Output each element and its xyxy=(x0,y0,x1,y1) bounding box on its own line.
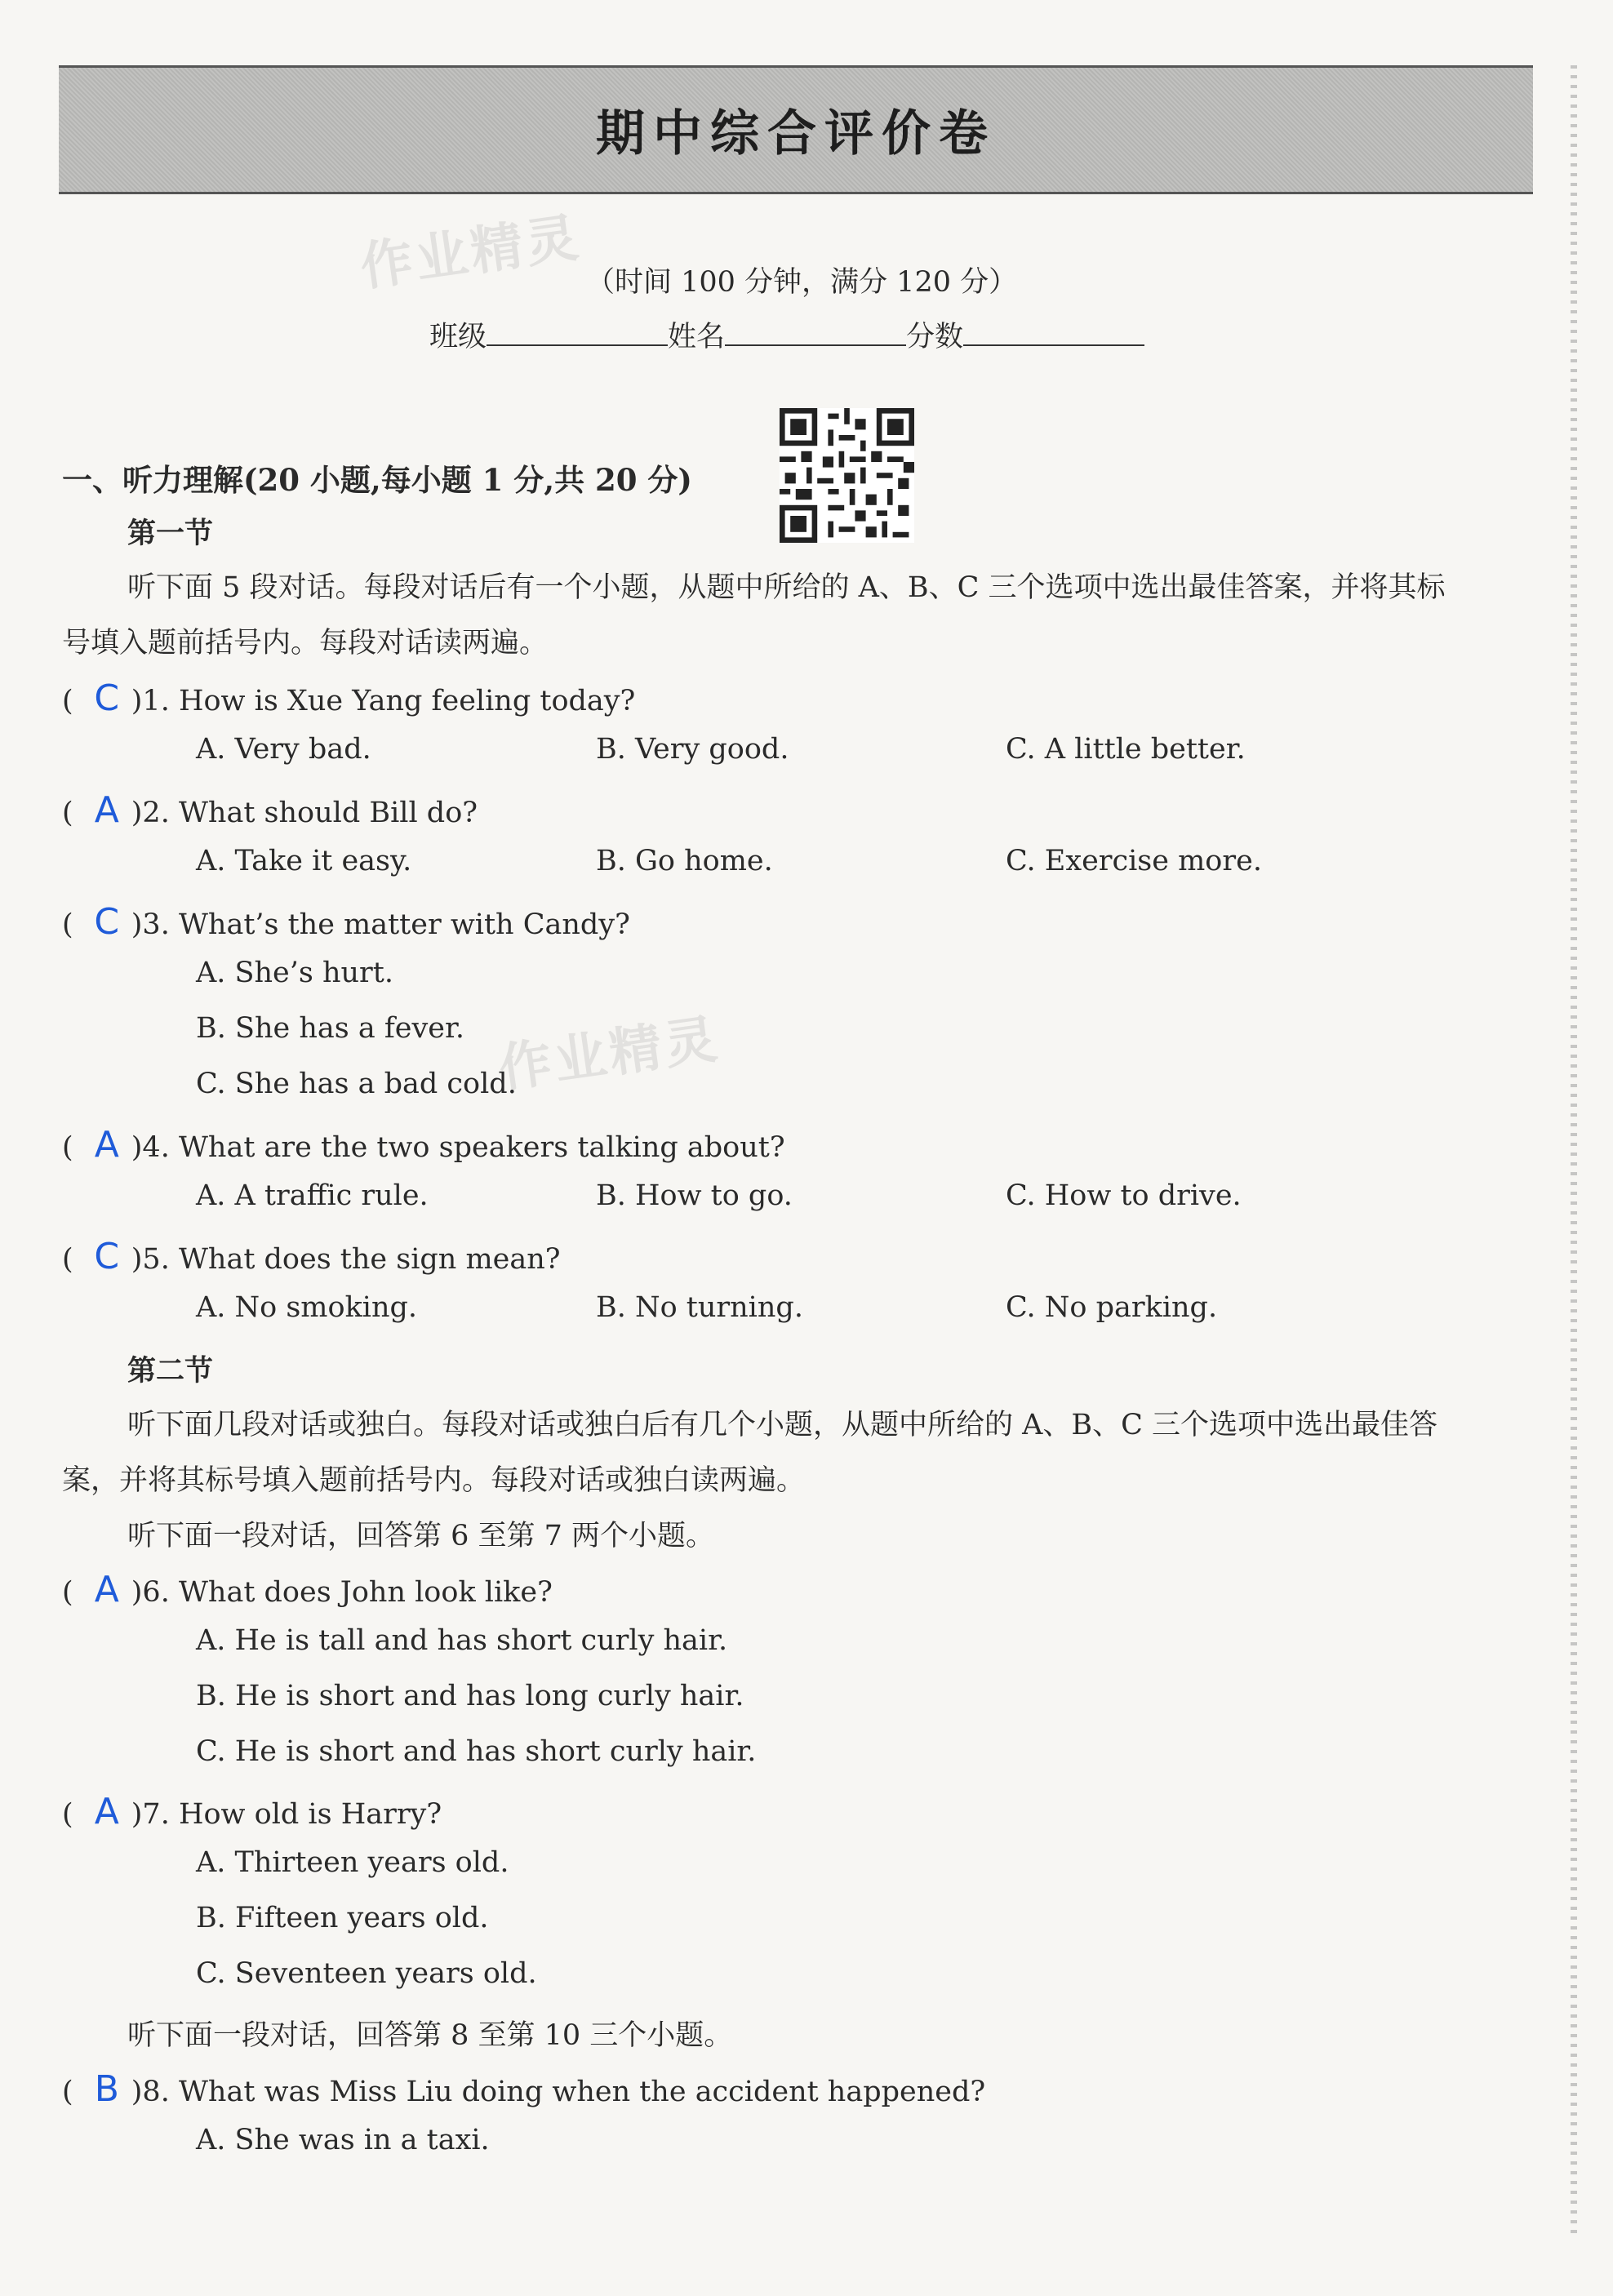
question-4: ( A )4. What are the two speakers talking about? xyxy=(62,1124,785,1166)
question-prompt: )7. How old is Harry? xyxy=(131,1798,442,1831)
question-prompt: )6. What does John look like? xyxy=(131,1576,553,1609)
option-a: A. A traffic rule. xyxy=(196,1179,429,1212)
option-a: A. She was in a taxi. xyxy=(196,2124,490,2156)
option-c: C. How to drive. xyxy=(1006,1179,1242,1212)
page-title: 期中综合评价卷 xyxy=(596,105,996,162)
part-label-1: 第一节 xyxy=(127,517,214,550)
question-8: ( B )8. What was Miss Liu doing when the accident happened? xyxy=(62,2068,986,2110)
name-label: 姓名 xyxy=(668,321,726,353)
question-1: ( C )1. How is Xue Yang feeling today? xyxy=(62,677,636,719)
answer-mark: B xyxy=(94,2068,119,2110)
option-a: A. He is tall and has short curly hair. xyxy=(196,1624,728,1657)
instruction-line: 号填入题前括号内。每段对话读两遍。 xyxy=(62,627,549,659)
question-5: ( C )5. What does the sign mean? xyxy=(62,1236,561,1277)
answer-mark: A xyxy=(94,1569,119,1610)
listening-note: 听下面一段对话，回答第 8 至第 10 三个小题。 xyxy=(127,2019,733,2052)
option-c: C. Seventeen years old. xyxy=(196,1957,537,1990)
answer-mark: C xyxy=(94,901,120,943)
option-a: A. Thirteen years old. xyxy=(196,1846,509,1879)
question-prompt: )8. What was Miss Liu doing when the accident happened? xyxy=(131,2076,986,2108)
option-b: B. Go home. xyxy=(596,845,773,877)
question-2: ( A )2. What should Bill do? xyxy=(62,789,478,831)
option-b: B. Fifteen years old. xyxy=(196,1902,489,1934)
option-a: A. Very bad. xyxy=(196,733,371,766)
question-prompt: )3. What’s the matter with Candy? xyxy=(131,908,630,941)
answer-mark: C xyxy=(94,1236,120,1277)
option-a: A. Take it easy. xyxy=(196,845,412,877)
question-prompt: )5. What does the sign mean? xyxy=(131,1243,561,1276)
instruction-line: 听下面几段对话或独白。每段对话或独白后有几个小题，从题中所给的 A、B、C 三个选项中选出最佳答 xyxy=(127,1409,1438,1441)
option-b: B. No turning. xyxy=(596,1291,803,1324)
option-c: C. He is short and has short curly hair. xyxy=(196,1735,757,1768)
option-b: B. She has a fever. xyxy=(196,1012,464,1045)
answer-mark: A xyxy=(94,1791,119,1832)
answer-mark: A xyxy=(94,1124,119,1166)
exam-subtitle: （时间 100 分钟，满分 120 分） xyxy=(586,266,1018,299)
watermark: 作业精灵 xyxy=(495,1008,724,1100)
question-7: ( A )7. How old is Harry? xyxy=(62,1791,442,1832)
score-blank[interactable] xyxy=(963,320,1144,346)
page-edge-rule xyxy=(1571,65,1577,2236)
question-3: ( C )3. What’s the matter with Candy? xyxy=(62,901,630,943)
part-label-2: 第二节 xyxy=(127,1354,214,1388)
option-b: B. Very good. xyxy=(596,733,789,766)
score-label: 分数 xyxy=(906,321,964,353)
instruction-line: 听下面 5 段对话。每段对话后有一个小题，从题中所给的 A、B、C 三个选项中选出最佳答案，并将其标 xyxy=(127,571,1446,604)
option-b: B. How to go. xyxy=(596,1179,793,1212)
watermark: 作业精灵 xyxy=(356,207,585,299)
section-heading-listening: 一、听力理解(20 小题,每小题 1 分,共 20 分) xyxy=(62,462,692,498)
question-prompt: )2. What should Bill do? xyxy=(131,797,478,829)
option-b: B. He is short and has long curly hair. xyxy=(196,1680,744,1712)
option-c: C. Exercise more. xyxy=(1006,845,1262,877)
option-c: C. No parking. xyxy=(1006,1291,1218,1324)
instruction-line: 案，并将其标号填入题前括号内。每段对话或独白读两遍。 xyxy=(62,1464,806,1497)
question-prompt: )1. How is Xue Yang feeling today? xyxy=(131,685,636,717)
title-banner xyxy=(59,65,1533,194)
listening-note: 听下面一段对话，回答第 6 至第 7 两个小题。 xyxy=(127,1520,715,1552)
question-prompt: )4. What are the two speakers talking about? xyxy=(131,1131,785,1164)
option-a: A. She’s hurt. xyxy=(196,957,393,989)
option-c: C. She has a bad cold. xyxy=(196,1068,517,1100)
answer-mark: A xyxy=(94,789,119,831)
option-c: C. A little better. xyxy=(1006,733,1246,766)
class-label: 班级 xyxy=(429,321,487,353)
qr-code-icon xyxy=(780,408,914,543)
option-a: A. No smoking. xyxy=(196,1291,418,1324)
class-blank[interactable] xyxy=(487,320,668,346)
info-line xyxy=(429,314,1144,355)
answer-mark: C xyxy=(94,677,120,719)
question-6: ( A )6. What does John look like? xyxy=(62,1569,553,1610)
name-blank[interactable] xyxy=(725,320,906,346)
